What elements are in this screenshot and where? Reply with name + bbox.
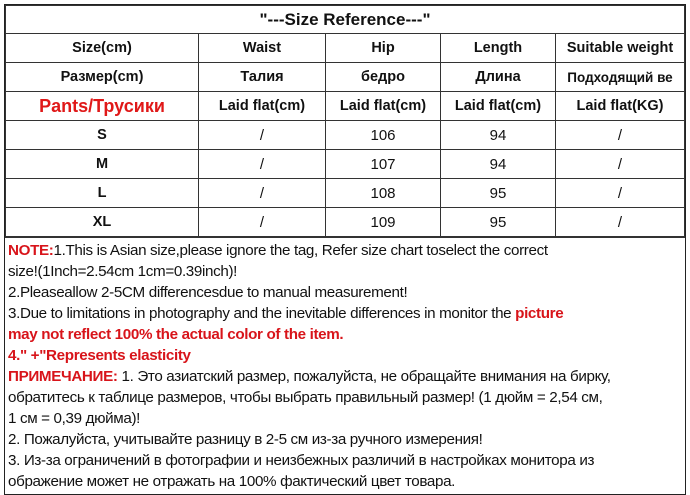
category-label: Pants/Трусики [6,92,199,121]
note-line: обратитесь к таблице размеров, чтобы выбрать правильный размер! (1 дюйм = 2,54 см, [8,389,603,406]
note-line [8,240,685,261]
note-line [8,366,685,387]
weight-cell: / [556,150,685,179]
unit-waist: Laid flat(cm) [199,92,326,121]
length-cell: 94 [441,150,556,179]
unit-weight: Laid flat(KG) [556,92,685,121]
waist-cell: / [199,208,326,237]
notes-section [5,237,685,494]
note-line: 3. Из-за ограничений в фотографии и неизбежных различий в настройках монитора из [8,452,595,469]
weight-cell: / [556,121,685,150]
note-line: may not reflect 100% the actual color of the item. [8,326,344,343]
note-label: NOTE: [8,242,54,259]
table-row [6,121,685,150]
header-weight-ru: Подходящий ве [556,63,685,92]
hip-cell: 106 [326,121,441,150]
size-cell: XL [6,208,199,237]
units-row [6,92,685,121]
note-line: size!(1Inch=2.54cm 1cm=0.39inch)! [8,263,238,280]
header-size-ru: Размер(cm) [6,63,199,92]
header-row-en [6,34,685,63]
size-cell: L [6,179,199,208]
note-text: 1.This is Asian size,please ignore the tag, Refer size chart toselect the correct [53,242,548,259]
weight-cell: / [556,208,685,237]
note-line: 2. Пожалуйста, учитывайте разницу в 2-5 см из-за ручного измерения! [8,431,483,448]
note-line: 1 см = 0,39 дюйма)! [8,410,141,427]
header-waist-ru: Талия [199,63,326,92]
size-chart [4,4,686,495]
note-text: 3.Due to limitations in photography and the inevitable differences in monitor the [8,305,516,322]
length-cell: 94 [441,121,556,150]
waist-cell: / [199,179,326,208]
hip-cell: 108 [326,179,441,208]
size-cell: S [6,121,199,150]
table-row [6,179,685,208]
note-line: 2.Pleaseallow 2-5CM differencesdue to manual measurement! [8,284,408,301]
table-row [6,208,685,237]
note-text: 1. Это азиатский размер, пожалуйста, не обращайте внимания на бирку, [117,368,611,385]
note-line: 4." +"Represents elasticity [8,347,191,364]
waist-cell: / [199,121,326,150]
header-hip-ru: бедро [326,63,441,92]
length-cell: 95 [441,208,556,237]
hip-cell: 109 [326,208,441,237]
hip-cell: 107 [326,150,441,179]
header-waist: Waist [199,34,326,63]
size-table [5,5,685,237]
header-size: Size(cm) [6,34,199,63]
table-row [6,150,685,179]
header-hip: Hip [326,34,441,63]
note-line [8,303,685,324]
header-length-ru: Длина [441,63,556,92]
note-line: ображение может не отражать на 100% фактический цвет товара. [8,473,456,490]
header-length: Length [441,34,556,63]
header-row-ru [6,63,685,92]
unit-hip: Laid flat(cm) [326,92,441,121]
size-cell: M [6,150,199,179]
waist-cell: / [199,150,326,179]
table-title: "---Size Reference---" [6,6,685,34]
note-highlight: picture [515,305,564,322]
length-cell: 95 [441,179,556,208]
weight-cell: / [556,179,685,208]
unit-length: Laid flat(cm) [441,92,556,121]
header-weight: Suitable weight [556,34,685,63]
ru-note-label: ПРИМЕЧАНИЕ: [8,368,118,385]
